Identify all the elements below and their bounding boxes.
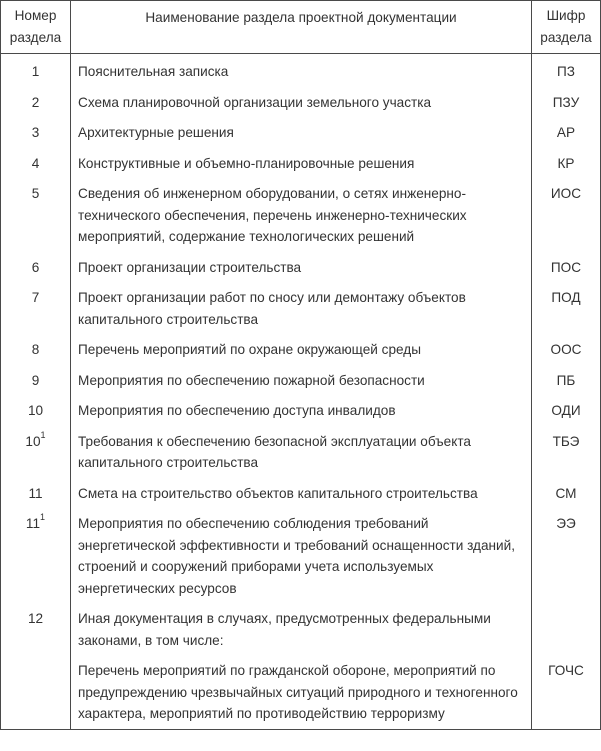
row-name: Иная документация в случаях, предусмотренных федеральными законами, в том числе: [71, 603, 532, 655]
row-code: ТБЭ [532, 426, 601, 478]
row-number [1, 87, 71, 118]
row-number-value: 2 [31, 94, 40, 110]
row-name: Мероприятия по обеспечению соблюдения требований энергетической эффективности и требований оснащенности зданий, строений и сооружений приборами учета используемых энергетических ресурсов [71, 508, 532, 603]
row-number [1, 148, 71, 179]
row-number-value: 1 [31, 64, 40, 79]
row-name: Проект организации работ по сносу или демонтажу объектов капитального строительства [71, 282, 532, 334]
row-number [1, 178, 71, 252]
row-number-value: 7 [31, 290, 40, 305]
row-number-value: 11 [25, 516, 41, 531]
row-number-value: 12 [27, 611, 44, 626]
row-number [1, 282, 71, 334]
row-number-value: 4 [31, 155, 40, 171]
row-number-value: 6 [31, 259, 40, 275]
row-number-value: 10 [25, 433, 41, 449]
row-number [1, 426, 71, 478]
row-number [1, 334, 71, 365]
row-code: ПБ [532, 365, 601, 396]
row-number [1, 603, 71, 655]
row-name: Требования к обеспечению безопасной эксплуатации объекта капитального строительства [71, 426, 532, 478]
row-number-value: 8 [31, 342, 40, 357]
row-number [1, 365, 71, 396]
table-row [1, 508, 601, 603]
row-number [1, 395, 71, 426]
table-row [1, 334, 601, 365]
table-row [1, 478, 601, 509]
row-code [532, 603, 601, 655]
header-section-name: Наименование раздела проектной документации [71, 1, 532, 54]
row-number-value: 9 [31, 372, 40, 388]
table-row [1, 87, 601, 118]
table-row [1, 54, 601, 87]
row-name: Мероприятия по обеспечению доступа инвалидов [71, 395, 532, 426]
table-row [1, 365, 601, 396]
table-header-row [1, 1, 601, 54]
row-name: Проект организации строительства [71, 252, 532, 283]
header-section-code: Шифр раздела [532, 1, 601, 54]
table-row [1, 282, 601, 334]
row-number [1, 508, 71, 603]
table-row [1, 655, 601, 729]
row-code: ООС [532, 334, 601, 365]
row-number-value: 10 [27, 403, 44, 418]
row-number-value: 11 [28, 485, 43, 501]
table-row [1, 117, 601, 148]
row-number-superscript: 1 [40, 429, 46, 440]
row-code: ПЗУ [532, 87, 601, 118]
table-row [1, 178, 601, 252]
row-number-value: 5 [31, 186, 40, 201]
row-code: КР [532, 148, 601, 179]
row-code: АР [532, 117, 601, 148]
row-name: Мероприятия по обеспечению пожарной безопасности [71, 365, 532, 396]
row-code: ИОС [532, 178, 601, 252]
row-code: ПЗ [532, 54, 601, 87]
row-number-superscript: 1 [40, 512, 46, 523]
row-number [1, 117, 71, 148]
table-row [1, 148, 601, 179]
row-name: Схема планировочной организации земельного участка [71, 87, 532, 118]
row-number-value: 3 [31, 125, 40, 140]
row-name: Перечень мероприятий по охране окружающей среды [71, 334, 532, 365]
row-name: Пояснительная записка [71, 54, 532, 87]
row-code: ЭЭ [532, 508, 601, 603]
row-number [1, 54, 71, 87]
row-code: ГОЧС [532, 655, 601, 729]
row-name: Смета на строительство объектов капитального строительства [71, 478, 532, 509]
row-code: ПОД [532, 282, 601, 334]
row-code: ОДИ [532, 395, 601, 426]
table-row [1, 603, 601, 655]
header-section-number: Номер раздела [1, 1, 71, 54]
table-row [1, 426, 601, 478]
row-code: ПОС [532, 252, 601, 283]
table-row [1, 395, 601, 426]
table-row [1, 252, 601, 283]
row-name: Сведения об инженерном оборудовании, о сетях инженерно-технического обеспечения, перечень инженерно-технических мероприятий, содержание технологических решений [71, 178, 532, 252]
row-number [1, 252, 71, 283]
row-name: Конструктивные и объемно-планировочные решения [71, 148, 532, 179]
row-code: СМ [532, 478, 601, 509]
row-number [1, 655, 71, 729]
row-name: Перечень мероприятий по гражданской обороне, мероприятий по предупреждению чрезвычайных ситуаций природного и техногенного характера, мероприятий по противодействию терроризму [71, 655, 532, 729]
row-number [1, 478, 71, 509]
row-name: Архитектурные решения [71, 117, 532, 148]
